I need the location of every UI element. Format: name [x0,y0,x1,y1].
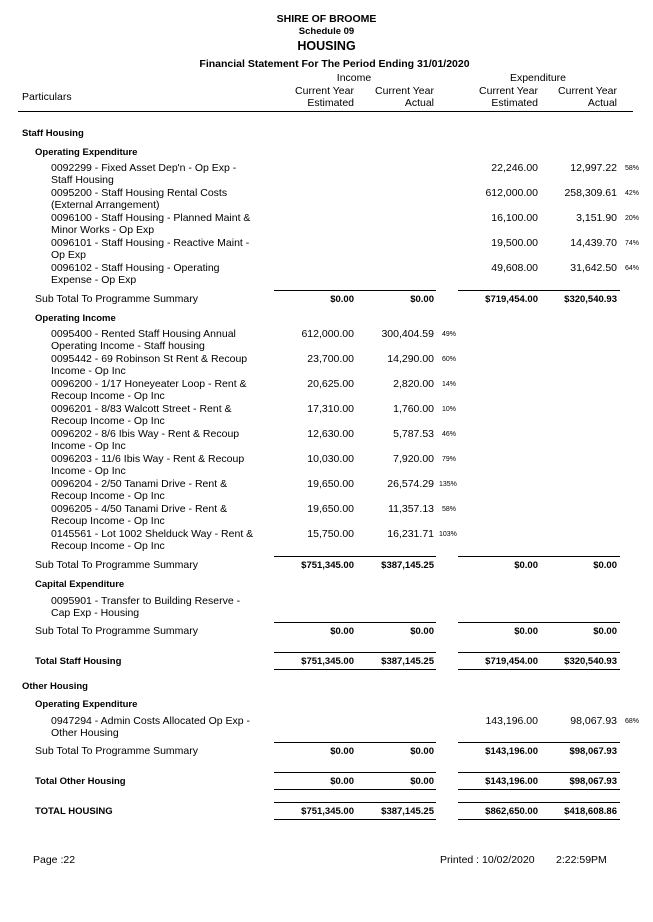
row-description: 0096100 - Staff Housing - Planned Maint & Minor Works - Op Exp [51,212,251,237]
exp-est-subtotal: $719,454.00 [485,294,538,305]
income-rule [274,802,436,803]
grand-total-label: TOTAL HOUSING [35,806,113,817]
income-act-value: 2,820.00 [393,378,434,390]
exp-act-value: 31,642.50 [570,262,617,274]
exp-est-subtotal: $0.00 [514,626,538,637]
row-description: 0092299 - Fixed Asset Dep'n - Op Exp - Staff Housing [51,162,237,187]
exp-pct: 64% [625,265,640,272]
income-act-value: 26,574.29 [387,478,434,490]
income-pct: 10% [442,406,457,413]
total-label: Total Other Housing [35,776,126,787]
exp-act-header-l1: Current Year [558,85,617,97]
exp-act-value: 258,309.61 [564,187,617,199]
income-est-value: 612,000.00 [301,328,354,340]
row-description: 0145561 - Lot 1002 Shelduck Way - Rent & Recoup Income - Op Inc [51,528,254,553]
income-act-value: 16,231.71 [387,528,434,540]
exp-act-value: 3,151.90 [576,212,617,224]
income-est-value: 19,650.00 [307,478,354,490]
row-description: 0095200 - Staff Housing Rental Costs (External Arrangement) [51,187,228,212]
exp-rule [458,290,620,291]
income-pct: 58% [442,506,457,513]
page-number: Page :22 [33,854,76,866]
exp-rule-bottom [458,669,620,670]
group-title-capex: Capital Expenditure [35,579,125,590]
exp-act-subtotal: $98,067.93 [569,746,617,757]
income-act-value: 1,760.00 [393,403,434,415]
exp-pct: 68% [625,718,640,725]
total-label: Total Staff Housing [35,656,122,667]
exp-est-subtotal: $143,196.00 [485,746,538,757]
income-act-value: 7,920.00 [393,453,434,465]
row-description: 0095442 - 69 Robinson St Rent & Recoup Income - Op Inc [51,353,248,378]
exp-rule [458,742,620,743]
income-est-header-l2: Estimated [307,97,354,109]
row-description: 0095901 - Transfer to Building Reserve - Cap Exp - Housing [51,595,241,620]
income-pct: 103% [439,531,457,538]
row-description: 0096202 - 8/6 Ibis Way - Rent & Recoup Income - Op Inc [51,428,240,453]
income-rule-bottom [274,819,436,820]
exp-act-subtotal: $0.00 [593,560,617,571]
exp-act-subtotal: $320,540.93 [564,294,617,305]
income-act-total: $387,145.25 [381,656,434,667]
income-rule [274,772,436,773]
exp-rule [458,652,620,653]
row-description: 0096102 - Staff Housing - Operating Expense - Op Exp [51,262,220,287]
income-act-grand-total: $387,145.25 [381,806,434,817]
row-description: 0096205 - 4/50 Tanami Drive - Rent & Recoup Income - Op Inc [51,503,228,528]
group-title-opex: Operating Expenditure [35,147,138,158]
exp-est-total: $143,196.00 [485,776,538,787]
income-est-value: 12,630.00 [307,428,354,440]
income-rule [274,622,436,623]
exp-act-header-l2: Actual [587,97,617,109]
income-act-header-l2: Actual [404,97,434,109]
income-est-total: $0.00 [330,776,354,787]
income-est-value: 23,700.00 [307,353,354,365]
income-rule-bottom [274,789,436,790]
exp-rule [458,772,620,773]
income-est-subtotal: $0.00 [330,746,354,757]
exp-pct: 74% [625,240,640,247]
income-est-grand-total: $751,345.00 [301,806,354,817]
income-rule [274,556,436,557]
income-pct: 49% [442,331,457,338]
exp-act-total: $98,067.93 [569,776,617,787]
printed-time: 2:22:59PM [556,854,607,866]
exp-est-total: $719,454.00 [485,656,538,667]
exp-rule-bottom [458,789,620,790]
subtotal-label: Sub Total To Programme Summary [35,625,199,637]
income-pct: 135% [439,481,457,488]
income-est-subtotal: $751,345.00 [301,560,354,571]
income-pct: 60% [442,356,457,363]
exp-act-total: $320,540.93 [564,656,617,667]
income-act-total: $0.00 [410,776,434,787]
group-title-opex-other: Operating Expenditure [35,699,138,710]
row-description: 0096201 - 8/83 Walcott Street - Rent & Recoup Income - Op Inc [51,403,232,428]
exp-rule [458,802,620,803]
subtotal-label: Sub Total To Programme Summary [35,293,199,305]
income-act-value: 300,404.59 [381,328,434,340]
exp-est-value: 22,246.00 [491,162,538,174]
subtotal-label: Sub Total To Programme Summary [35,745,199,757]
income-act-value: 11,357.13 [388,503,434,515]
exp-est-header-l2: Estimated [491,97,538,109]
statement-subtitle: Financial Statement For The Period Ending 31/01/2020 [199,58,470,70]
income-act-subtotal: $387,145.25 [381,560,434,571]
exp-pct: 42% [625,190,640,197]
row-description: 0096200 - 1/17 Honeyeater Loop - Rent & Recoup Income - Op Inc [51,378,247,403]
row-description: 0096204 - 2/50 Tanami Drive - Rent & Recoup Income - Op Inc [51,478,228,503]
printed-date: Printed : 10/02/2020 [440,854,535,866]
group-title-opinc: Operating Income [35,313,116,324]
page-title: HOUSING [297,39,356,53]
exp-rule-bottom [458,819,620,820]
income-est-total: $751,345.00 [301,656,354,667]
schedule-label: Schedule 09 [298,26,355,37]
org-name: SHIRE OF BROOME [276,13,377,25]
exp-est-subtotal: $0.00 [514,560,538,571]
income-rule-bottom [274,669,436,670]
income-pct: 14% [442,381,457,388]
income-est-value: 19,650.00 [307,503,354,515]
row-description: 0095400 - Rented Staff Housing Annual Operating Income - Staff housing [51,328,236,353]
income-est-value: 10,030.00 [307,453,354,465]
income-group-header: Income [336,72,372,84]
exp-pct: 58% [625,165,640,172]
exp-est-value: 612,000.00 [485,187,538,199]
exp-est-header-l1: Current Year [479,85,538,97]
exp-act-grand-total: $418,608.86 [564,806,617,817]
income-est-value: 15,750.00 [307,528,354,540]
income-est-header-l1: Current Year [295,85,354,97]
income-est-subtotal: $0.00 [330,294,354,305]
exp-act-value: 14,439.70 [570,237,617,249]
exp-est-value: 49,608.00 [491,262,538,274]
expenditure-group-header: Expenditure [509,72,567,84]
income-rule [274,742,436,743]
exp-rule [458,556,620,557]
income-act-subtotal: $0.00 [410,626,434,637]
income-rule [274,290,436,291]
exp-est-value: 19,500.00 [491,237,538,249]
income-pct: 46% [442,431,457,438]
subtotal-label: Sub Total To Programme Summary [35,559,199,571]
section-title-other-housing: Other Housing [22,681,88,692]
income-act-header-l1: Current Year [375,85,434,97]
income-est-value: 17,310.00 [307,403,354,415]
exp-act-value: 12,997.22 [570,162,617,174]
row-description: 0096203 - 11/6 Ibis Way - Rent & Recoup Income - Op Inc [51,453,245,478]
particulars-header: Particulars [22,91,72,103]
exp-act-subtotal: $0.00 [593,626,617,637]
exp-rule [458,622,620,623]
row-description: 0096101 - Staff Housing - Reactive Maint - Op Exp [51,237,250,262]
income-est-subtotal: $0.00 [330,626,354,637]
income-act-subtotal: $0.00 [410,746,434,757]
income-act-subtotal: $0.00 [410,294,434,305]
exp-pct: 20% [625,215,640,222]
income-rule [274,652,436,653]
income-act-value: 5,787.53 [393,428,434,440]
exp-est-value: 16,100.00 [491,212,538,224]
income-est-value: 20,625.00 [307,378,354,390]
exp-act-value: 98,067.93 [570,715,617,727]
section-title-staff-housing: Staff Housing [22,128,84,139]
income-pct: 79% [442,456,457,463]
exp-est-grand-total: $862,650.00 [485,806,538,817]
exp-est-value: 143,196.00 [485,715,538,727]
row-description: 0947294 - Admin Costs Allocated Op Exp - Other Housing [51,715,251,740]
income-act-value: 14,290.00 [387,353,434,365]
header-rule [18,111,633,112]
